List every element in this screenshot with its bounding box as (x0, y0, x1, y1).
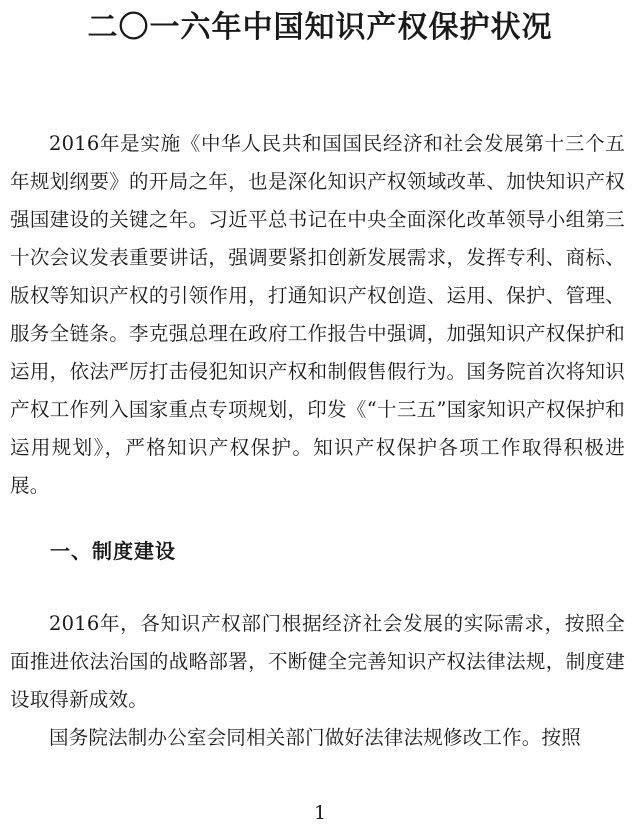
section-paragraph: 2016年，各知识产权部门根据经济社会发展的实际需求，按照全面推进依法治国的战略部署，不断健全完善知识产权法律法规，制度建设取得新成效。 (10, 612, 625, 711)
intro-paragraph: 2016年是实施《中华人民共和国国民经济和社会发展第十三个五年规划纲要》的开局之年，也是深化知识产权领域改革、加快知识产权强国建设的关键之年。习近平总书记在中央全面深化改革领导小组第三十次会议发表重要讲话，强调要紧扣创新发展需求，发挥专利、商标、版权等知识产权的引领作用，打通知识产权创造、运用、保护、管理、服务全链条。李克强总理在政府工作报告中强调，加强知识产权保护和运用，依法严厉打击侵犯知识产权和制假售假行为。国务院首次将知识产权工作列入国家重点专项规划，印发《“十三五”国家知识产权保护和运用规划》，严格知识产权保护。知识产权保护各项工作取得积极进展。 (10, 132, 625, 497)
document-title: 二〇一六年中国知识产权保护状况 (87, 10, 553, 45)
page-number: 1 (313, 802, 327, 824)
section-paragraph: 国务院法制办公室会同相关部门做好法律法规修改工作。按照 (49, 726, 581, 749)
section-heading: 一、制度建设 (50, 539, 176, 563)
